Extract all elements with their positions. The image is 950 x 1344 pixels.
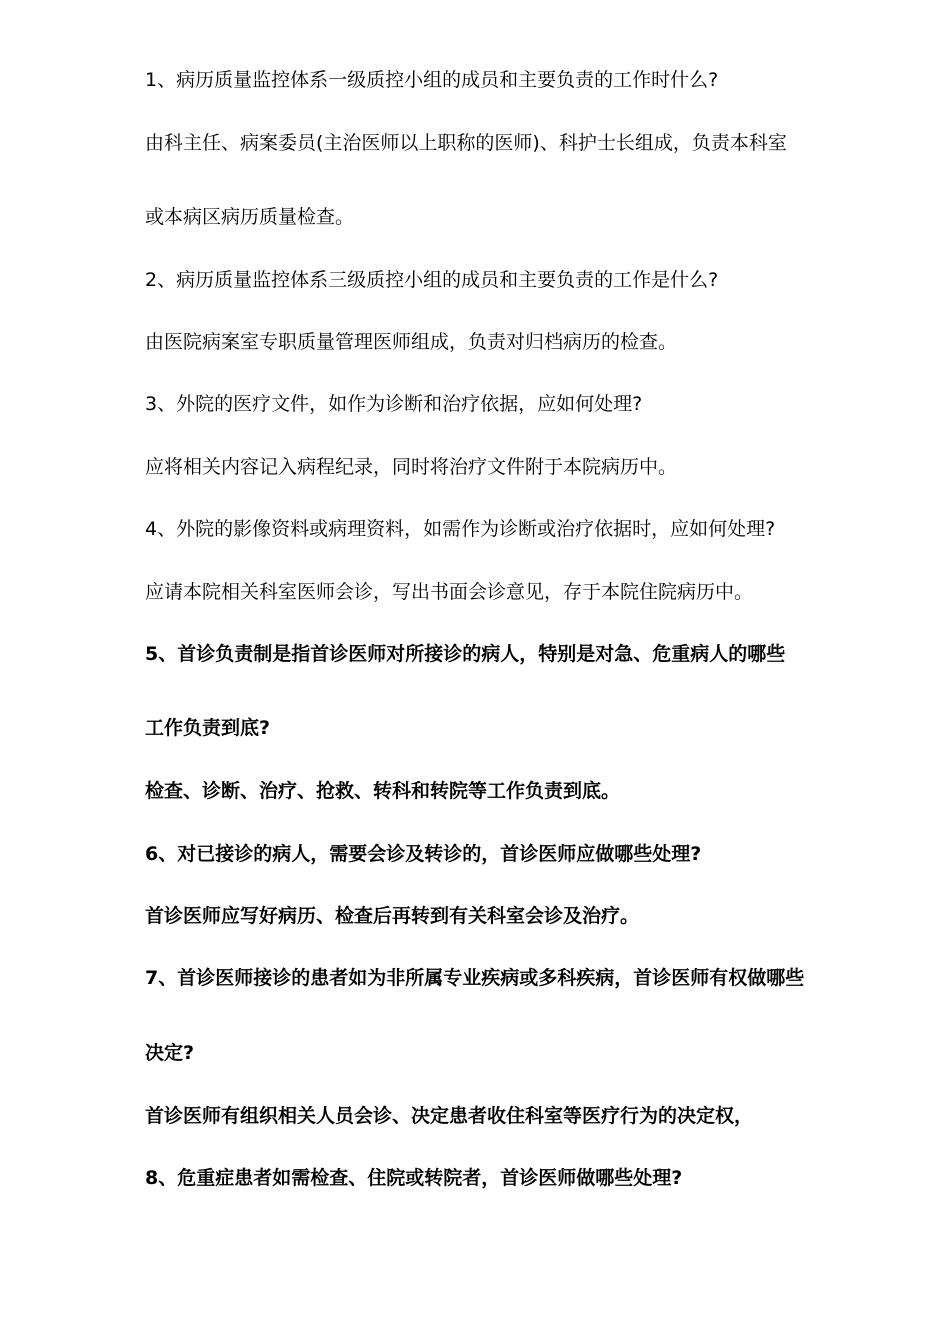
question-7-line-2: 决定?: [145, 1042, 195, 1064]
answer-7: 首诊医师有组织相关人员会诊、决定患者收住科室等医疗行为的决定权，: [145, 1105, 754, 1127]
question-6: 6、对已接诊的病人，需要会诊及转诊的，首诊医师应做哪些处理?: [145, 843, 702, 865]
answer-2: 由医院病案室专职质量管理医师组成，负责对归档病历的检查。: [145, 331, 678, 353]
question-5-line-2: 工作负责到底?: [145, 717, 271, 739]
question-5-line-1: 5、首诊负责制是指首诊医师对所接诊的病人，特别是对急、危重病人的哪些: [145, 643, 786, 665]
answer-6: 首诊医师应写好病历、检查后再转到有关科室会诊及治疗。: [145, 905, 640, 927]
question-1: 1、病历质量监控体系一级质控小组的成员和主要负责的工作时什么?: [145, 69, 719, 91]
question-7-line-1: 7、首诊医师接诊的患者如为非所属专业疾病或多科疾病，首诊医师有权做哪些: [145, 967, 805, 989]
answer-5: 检查、诊断、治疗、抢救、转科和转院等工作负责到底。: [145, 780, 621, 802]
question-3: 3、外院的医疗文件，如作为诊断和治疗依据，应如何处理?: [145, 393, 643, 415]
question-4: 4、外院的影像资料或病理资料，如需作为诊断或治疗依据时，应如何处理?: [145, 518, 776, 540]
answer-4: 应请本院相关科室医师会诊，写出书面会诊意见，存于本院住院病历中。: [145, 581, 754, 603]
answer-3: 应将相关内容记入病程纪录，同时将治疗文件附于本院病历中。: [145, 456, 678, 478]
answer-1-line-1: 由科主任、病案委员(主治医师以上职称的医师)、科护士长组成，负责本科室: [145, 132, 787, 154]
answer-1-line-2: 或本病区病历质量检查。: [145, 206, 355, 228]
question-8: 8、危重症患者如需检查、住院或转院者，首诊医师做哪些处理?: [145, 1167, 683, 1189]
question-2: 2、病历质量监控体系三级质控小组的成员和主要负责的工作是什么?: [145, 269, 719, 291]
